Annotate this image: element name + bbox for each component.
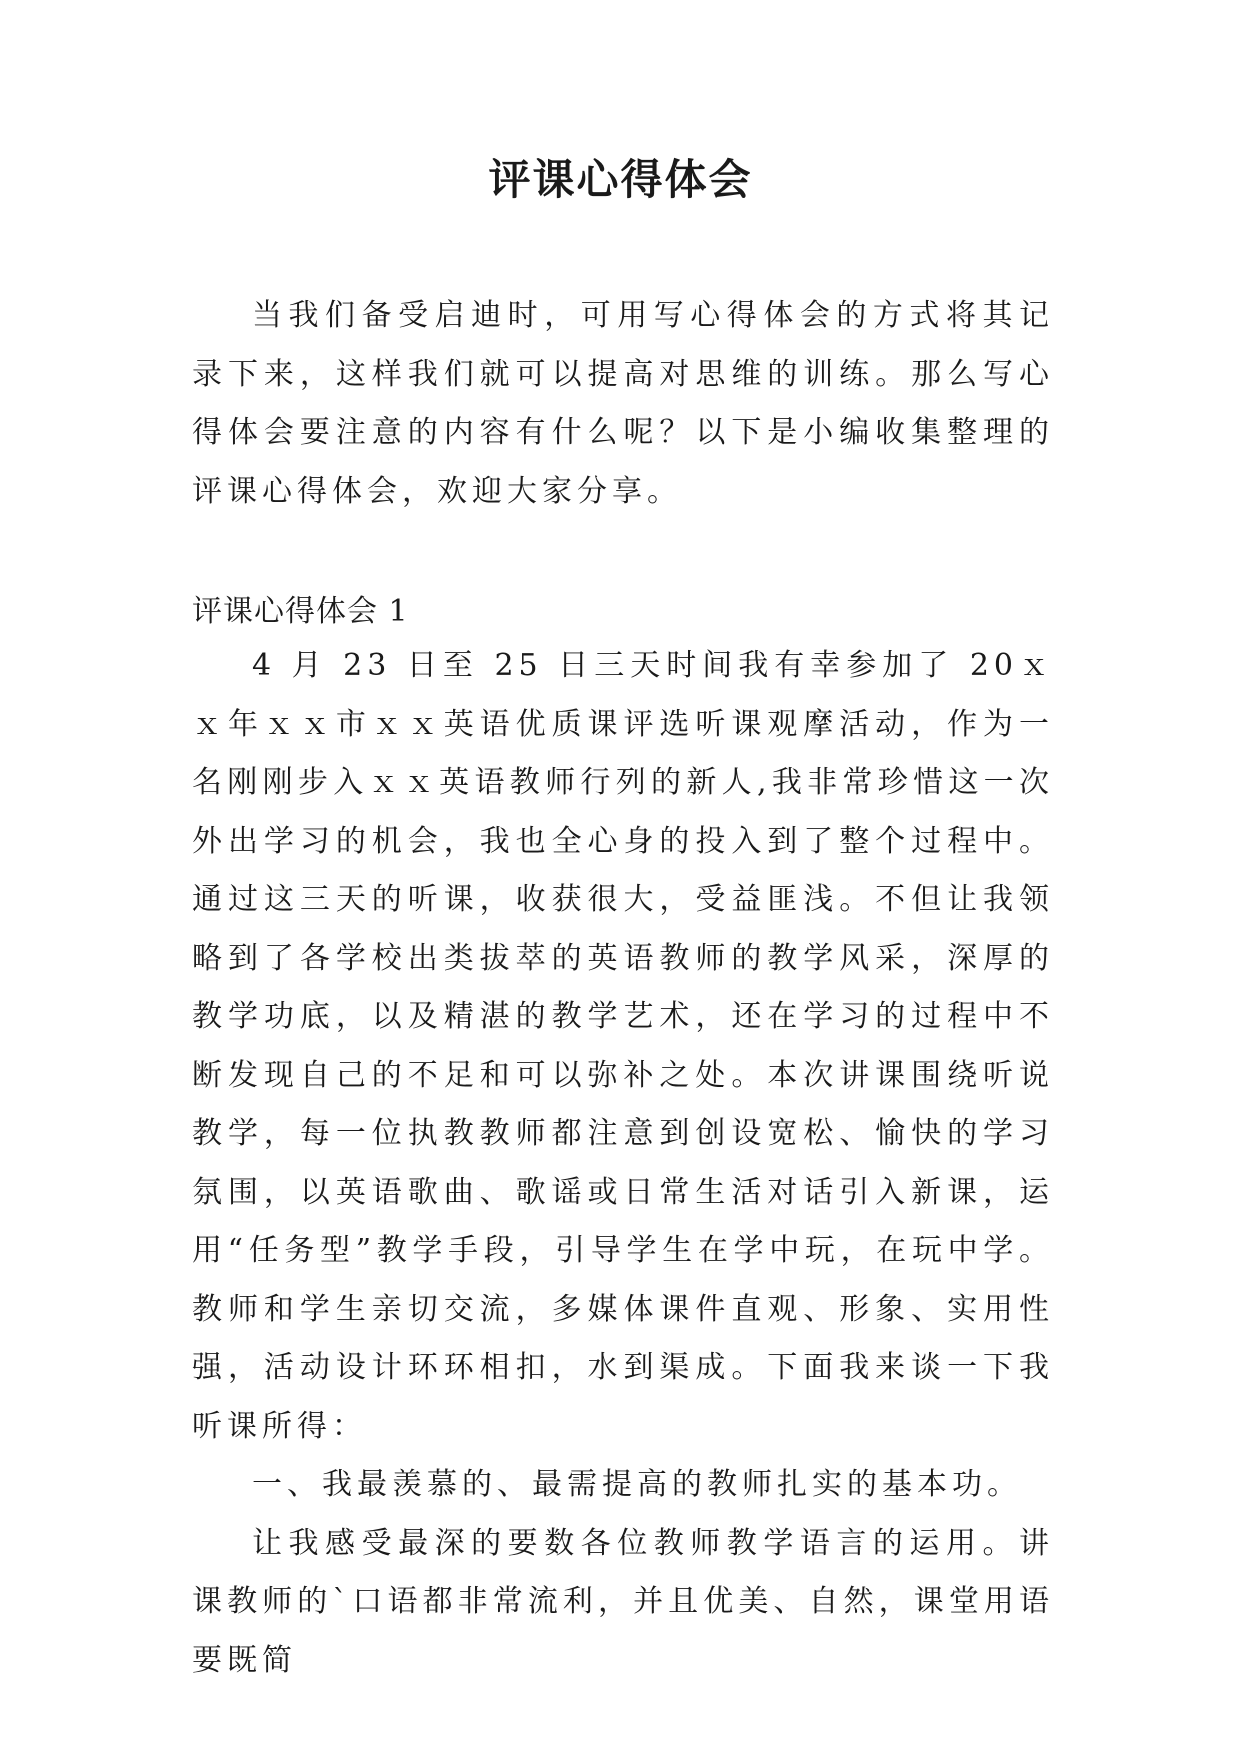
intro-text: 当我们备受启迪时，可用写心得体会的方式将其记录下来，这样我们就可以提高对思维的训练。那么写心得体会要注意的内容有什么呢？以下是小编收集整理的评课心得体会，欢迎大家分享。: [192, 298, 1054, 509]
section-heading: 评课心得体会 1: [192, 594, 409, 629]
section-paragraph: 一、我最羡慕的、最需提高的教师扎实的基本功。: [252, 1467, 1022, 1502]
section-paragraph: 让我感受最深的要数各位教师教学语言的运用。讲课教师的`口语都非常流利，并且优美、自然，课堂用语要既简: [192, 1525, 1054, 1678]
intro-paragraph: [192, 287, 1054, 521]
section-paragraph: 4 月 23 日至 25 日三天时间我有幸参加了 20ｘｘ年ｘｘ市ｘｘ英语优质课评选听课观摩活动，作为一名刚刚步入ｘｘ英语教师行列的新人,我非常珍惜这一次外出学习的机会，我也全心身的投入到了整个过程中。通过这三天的听课，收获很大，受益匪浅。不但让我领略到了各学校出类拔萃的英语教师的教学风采，深厚的教学功底，以及精湛的教学艺术，还在学习的过程中不断发现自己的不足和可以弥补之处。本次讲课围绕听说教学，每一位执教教师都注意到创设宽松、愉快的学习氛围，以英语歌曲、歌谣或日常生活对话引入新课，运用“任务型”教学手段，引导学生在学中玩，在玩中学。教师和学生亲切交流，多媒体课件直观、形象、实用性强，活动设计环环相扣，水到渠成。下面我来谈一下我听课所得：: [192, 648, 1054, 1444]
section-body: [192, 637, 1054, 1690]
document-title: 评课心得体会: [488, 155, 753, 204]
